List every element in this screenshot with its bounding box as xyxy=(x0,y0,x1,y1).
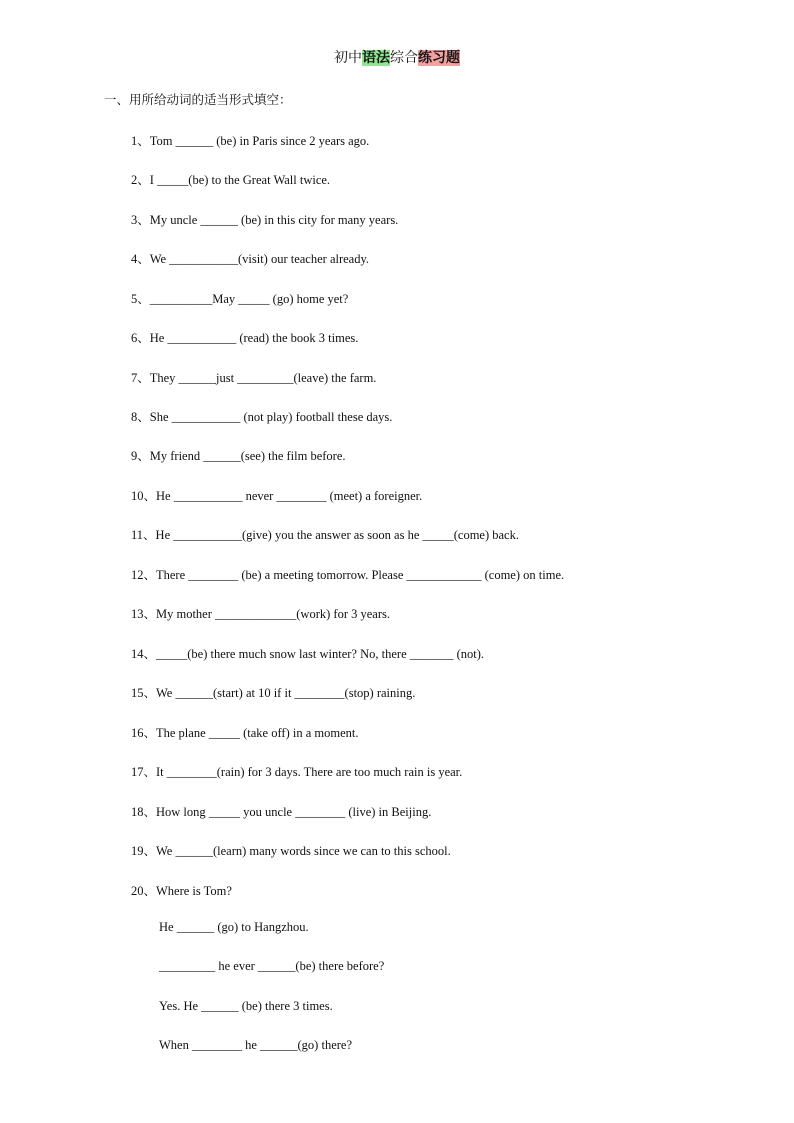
question-20-line-1: He ______ (go) to Hangzhou. xyxy=(159,920,309,934)
title-highlight-grammar: 语法 xyxy=(362,50,390,66)
question-20-line-3: Yes. He ______ (be) there 3 times. xyxy=(159,999,333,1013)
document-title xyxy=(0,47,794,67)
question-16: 16、The plane _____ (take off) in a moment. xyxy=(131,726,359,740)
question-20: 20、Where is Tom? xyxy=(131,884,232,898)
question-2: 2、I _____(be) to the Great Wall twice. xyxy=(131,173,331,187)
question-11: 11、He ___________(give) you the answer as soon as he _____(come) back. xyxy=(131,528,519,542)
question-13: 13、My mother _____________(work) for 3 years. xyxy=(131,607,390,621)
question-15: 15、We ______(start) at 10 if it ________(stop) raining. xyxy=(131,686,416,700)
question-20-line-4: When ________ he ______(go) there? xyxy=(159,1038,352,1052)
question-8: 8、She ___________ (not play) football these days. xyxy=(131,410,393,424)
question-14: 14、_____(be) there much snow last winter? No, there _______ (not). xyxy=(131,647,485,661)
question-18: 18、How long _____ you uncle ________ (live) in Beijing. xyxy=(131,805,432,819)
title-highlight-exercises: 练习题 xyxy=(418,50,460,66)
question-19: 19、We ______(learn) many words since we can to this school. xyxy=(131,844,451,858)
question-3: 3、My uncle ______ (be) in this city for many years. xyxy=(131,213,399,227)
question-5: 5、__________May _____ (go) home yet? xyxy=(131,292,349,306)
question-9: 9、My friend ______(see) the film before. xyxy=(131,449,346,463)
question-1: 1、Tom ______ (be) in Paris since 2 years ago. xyxy=(131,134,370,148)
question-12: 12、There ________ (be) a meeting tomorrow. Please ____________ (come) on time. xyxy=(131,568,565,582)
question-6: 6、He ___________ (read) the book 3 times. xyxy=(131,331,359,345)
question-10: 10、He ___________ never ________ (meet) a foreigner. xyxy=(131,489,423,503)
question-7: 7、They ______just _________(leave) the farm. xyxy=(131,371,377,385)
section-heading: 一、用所给动词的适当形式填空： xyxy=(104,92,292,107)
question-20-line-2: _________ he ever ______(be) there before? xyxy=(159,959,385,973)
question-17: 17、It ________(rain) for 3 days. There are too much rain is year. xyxy=(131,765,463,779)
title-prefix: 初中 xyxy=(334,50,362,66)
question-4: 4、We ___________(visit) our teacher already. xyxy=(131,252,370,266)
title-mid: 综合 xyxy=(390,50,418,66)
